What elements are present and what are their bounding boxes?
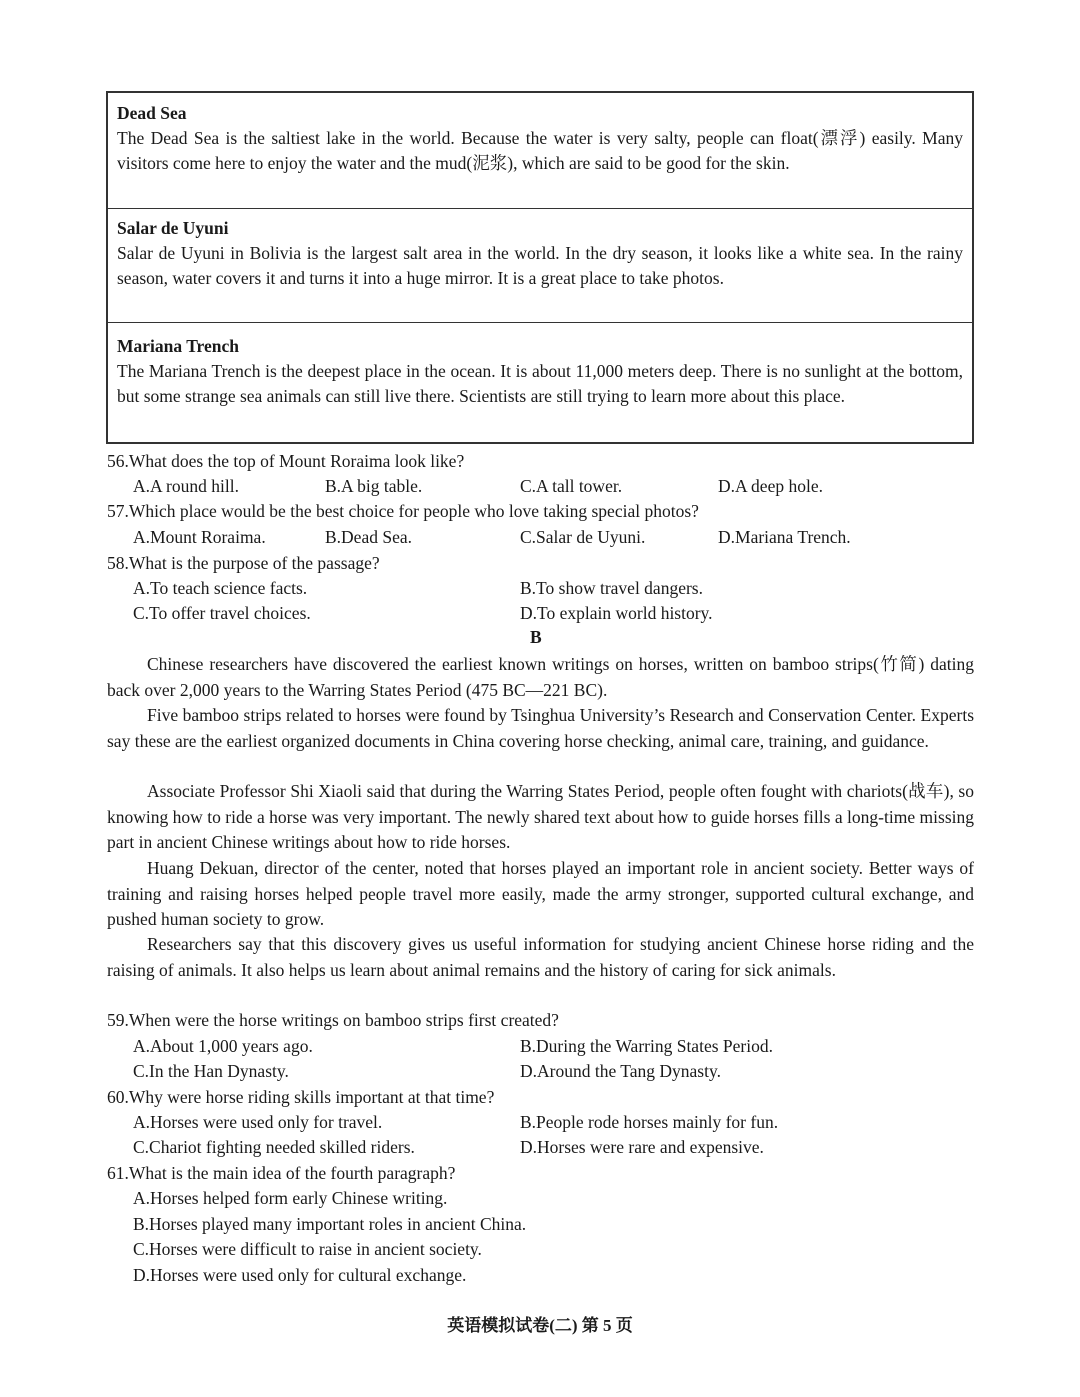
passage-b-paragraph-1: Chinese researchers have discovered the earliest known writings on horses, written on bamboo strips(竹简) dating back over 2,000 years to the Warring States Period (475 BC—221 BC).: [107, 654, 974, 700]
question-59-stem: 59.When were the horse writings on bamboo strips first created?: [107, 1010, 559, 1030]
page-footer: 英语模拟试卷(二) 第 5 页: [447, 1316, 633, 1335]
question-56-option-b: B.A big table.: [325, 476, 423, 496]
passage-b-paragraph-2: Five bamboo strips related to horses were found by Tsinghua University’s Research and Conservation Center. Experts say these are the earliest organized documents in China covering horse checking, animal care, training, and guidance.: [107, 705, 974, 751]
question-57-stem: 57.Which place would be the best choice for people who love taking special photos?: [107, 501, 699, 521]
question-56-stem: 56.What does the top of Mount Roraima look like?: [107, 451, 465, 471]
question-58-option-c: C.To offer travel choices.: [133, 603, 311, 623]
passage-b-paragraph-4: Huang Dekuan, director of the center, noted that horses played an important role in ancient society. Better ways of training and raising horses helped people travel more easily, made the army stronger, supported cultural exchange, and pushed human society to grow.: [107, 858, 974, 929]
question-61-option-b: B.Horses played many important roles in ancient China.: [133, 1214, 527, 1234]
salar-de-uyuni-title: Salar de Uyuni: [117, 218, 229, 238]
question-57-option-c: C.Salar de Uyuni.: [520, 527, 646, 547]
question-58-option-a: A.To teach science facts.: [133, 578, 308, 598]
question-61-stem: 61.What is the main idea of the fourth paragraph?: [107, 1163, 456, 1183]
question-60-option-c: C.Chariot fighting needed skilled riders.: [133, 1137, 415, 1157]
passage-b-paragraph-5: Researchers say that this discovery gives us useful information for studying ancient Chinese horse riding and the raising of animals. It also helps us learn about animal remains and the history of caring for sick animals.: [107, 934, 974, 980]
section-b-heading: B: [530, 627, 542, 647]
question-58-option-d: D.To explain world history.: [520, 603, 713, 623]
question-60-option-b: B.People rode horses mainly for fun.: [520, 1112, 779, 1132]
question-61-option-a: A.Horses helped form early Chinese writing.: [133, 1188, 448, 1208]
question-57-option-b: B.Dead Sea.: [325, 527, 412, 547]
question-61-option-c: C.Horses were difficult to raise in ancient society.: [133, 1239, 482, 1259]
mariana-trench-title: Mariana Trench: [117, 336, 240, 356]
salar-de-uyuni-text: Salar de Uyuni in Bolivia is the largest salt area in the world. In the dry season, it looks like a white sea. In the rainy season, water covers it and turns it into a huge mirror. It is a great place to take photos.: [117, 243, 963, 289]
dead-sea-title: Dead Sea: [117, 103, 187, 123]
question-57-option-d: D.Mariana Trench.: [718, 527, 851, 547]
question-56-option-a: A.A round hill.: [133, 476, 239, 496]
question-59-option-a: A.About 1,000 years ago.: [133, 1036, 313, 1056]
question-60-stem: 60.Why were horse riding skills important at that time?: [107, 1087, 495, 1107]
mariana-trench-cell: [108, 322, 972, 442]
dead-sea-cell: [108, 101, 972, 208]
dead-sea-text: The Dead Sea is the saltiest lake in the world. Because the water is very salty, people can float(漂浮) easily. Many visitors come here to enjoy the water and the mud(泥浆), which are said to be good for the skin.: [117, 128, 963, 174]
places-info-box: [106, 91, 974, 444]
question-60-option-a: A.Horses were used only for travel.: [133, 1112, 383, 1132]
question-56-option-c: C.A tall tower.: [520, 476, 623, 496]
salar-de-uyuni-cell: [108, 208, 972, 322]
question-57-option-a: A.Mount Roraima.: [133, 527, 266, 547]
question-56-option-d: D.A deep hole.: [718, 476, 823, 496]
question-58-stem: 58.What is the purpose of the passage?: [107, 553, 380, 573]
question-58-option-b: B.To show travel dangers.: [520, 578, 703, 598]
question-59-option-c: C.In the Han Dynasty.: [133, 1061, 289, 1081]
mariana-trench-text: The Mariana Trench is the deepest place in the ocean. It is about 11,000 meters deep. There is no sunlight at the bottom, but some strange sea animals can still live there. Scientists are still trying to learn more about this place.: [117, 361, 963, 407]
question-60-option-d: D.Horses were rare and expensive.: [520, 1137, 764, 1157]
question-59-option-d: D.Around the Tang Dynasty.: [520, 1061, 721, 1081]
question-59-option-b: B.During the Warring States Period.: [520, 1036, 773, 1056]
question-61-option-d: D.Horses were used only for cultural exchange.: [133, 1265, 467, 1285]
passage-b-paragraph-3: Associate Professor Shi Xiaoli said that during the Warring States Period, people often fought with chariots(战车), so knowing how to ride a horse was very important. The newly shared text about how to guide horses fills a long-time missing part in ancient Chinese writings about how to ride horses.: [107, 781, 974, 852]
